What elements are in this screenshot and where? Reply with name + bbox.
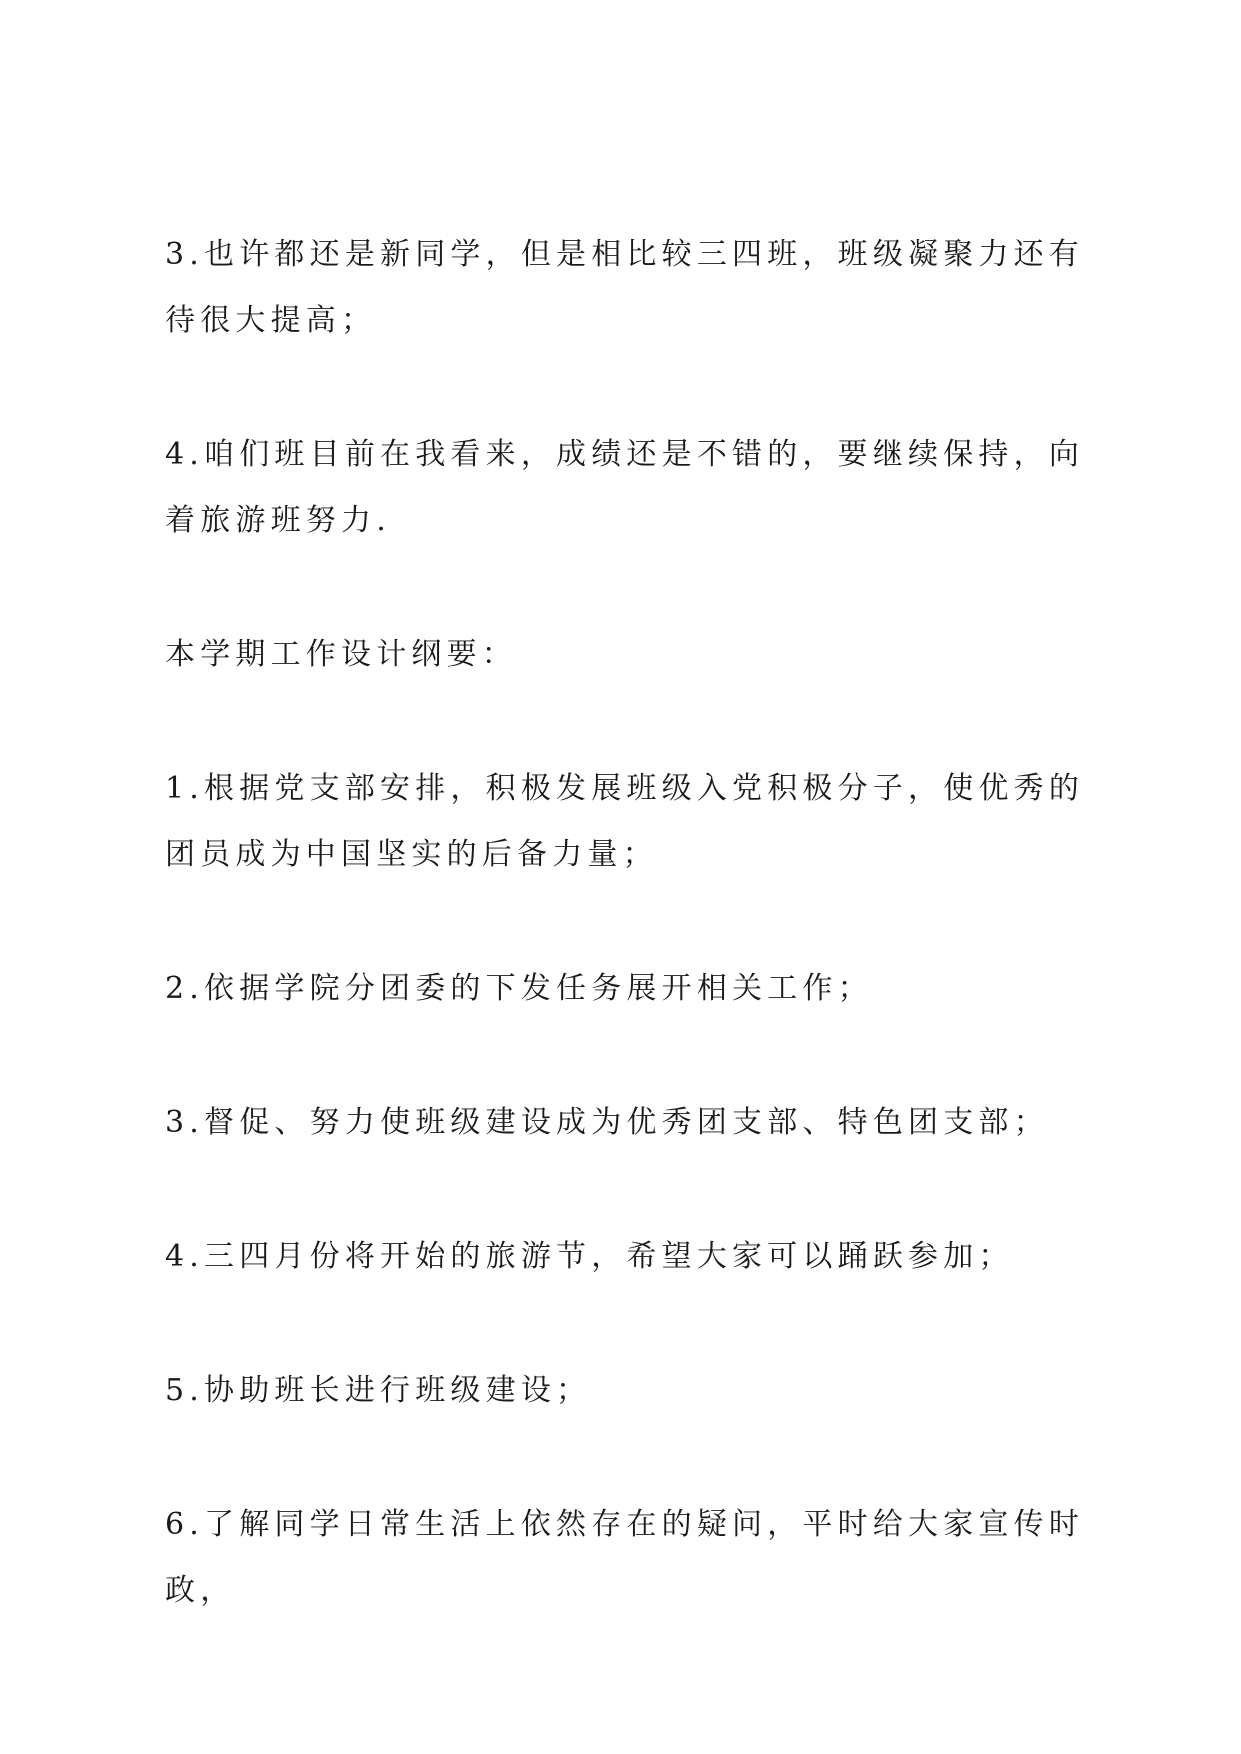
list-item-league-tasks: 2.依据学院分团委的下发任务展开相关工作； <box>165 971 873 1006</box>
list-item-branch-building: 3.督促、努力使班级建设成为优秀团支部、特色团支部； <box>165 1105 1049 1140</box>
document-body <box>165 222 1095 1624</box>
list-item-party-development: 1.根据党支部安排，积极发展班级入党积极分子，使优秀的团员成为中国坚实的后备力量； <box>165 771 1085 872</box>
list-item-tourism-festival: 4.三四月份将开始的旅游节，希望大家可以踊跃参加； <box>165 1239 1014 1274</box>
list-item-assist-monitor: 5.协助班长进行班级建设； <box>165 1373 592 1408</box>
section-heading-work-outline: 本学期工作设计纲要： <box>165 637 517 672</box>
paragraph-grades: 4.咱们班目前在我看来，成绩还是不错的，要继续保持，向着旅游班努力. <box>165 437 1085 538</box>
list-item-daily-life: 6.了解同学日常生活上依然存在的疑问，平时给大家宣传时政， <box>165 1507 1085 1608</box>
paragraph-cohesion: 3.也许都还是新同学，但是相比较三四班，班级凝聚力还有待很大提高； <box>165 237 1085 338</box>
